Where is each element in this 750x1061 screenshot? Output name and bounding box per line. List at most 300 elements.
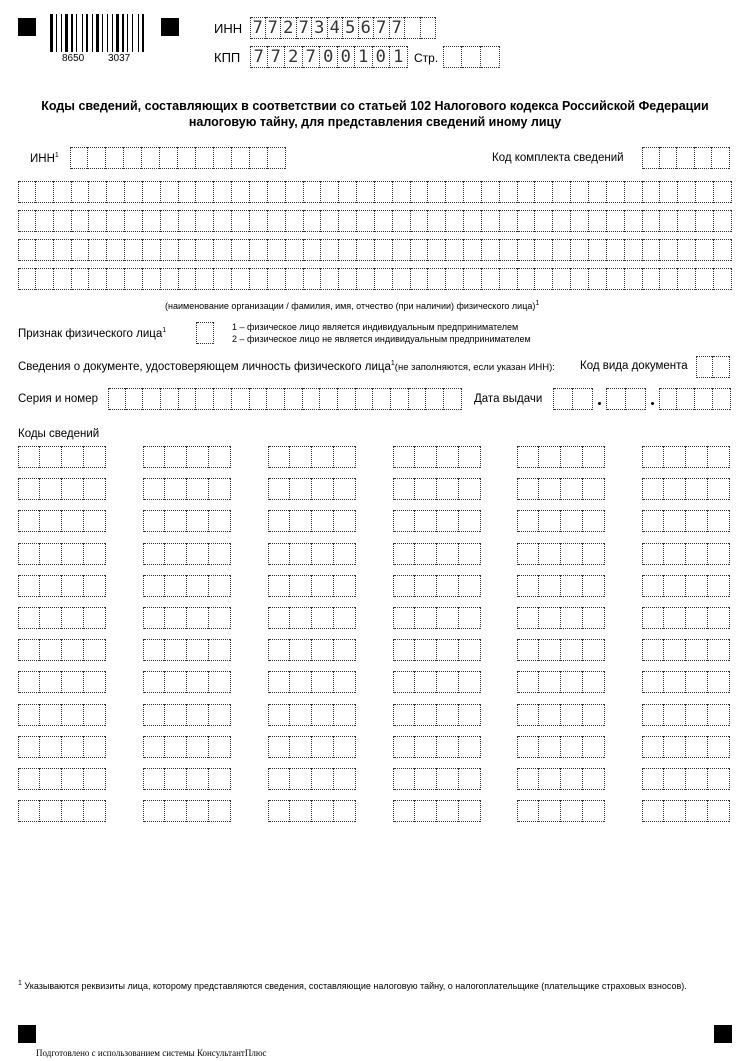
- inn-grid[interactable]: [70, 147, 286, 169]
- doc-type-grid[interactable]: [696, 356, 730, 378]
- code-field[interactable]: [268, 768, 356, 790]
- form-cell[interactable]: [161, 181, 179, 203]
- form-cell[interactable]: [589, 210, 607, 232]
- code-field[interactable]: [393, 510, 481, 532]
- code-field[interactable]: [268, 736, 356, 758]
- code-field[interactable]: [268, 704, 356, 726]
- form-cell[interactable]: [642, 736, 664, 758]
- form-cell[interactable]: [290, 478, 312, 500]
- code-field[interactable]: [143, 543, 231, 565]
- form-cell[interactable]: [518, 268, 536, 290]
- form-cell[interactable]: [659, 388, 677, 410]
- page-number-grid[interactable]: [443, 46, 500, 68]
- form-cell[interactable]: [393, 800, 415, 822]
- form-cell[interactable]: [84, 543, 106, 565]
- form-cell[interactable]: [165, 768, 187, 790]
- form-cell[interactable]: [18, 478, 40, 500]
- form-cell[interactable]: [517, 543, 539, 565]
- form-cell[interactable]: [583, 478, 605, 500]
- form-cell[interactable]: [18, 446, 40, 468]
- form-cell[interactable]: [583, 510, 605, 532]
- form-cell[interactable]: [165, 671, 187, 693]
- form-cell[interactable]: [334, 446, 356, 468]
- form-cell[interactable]: [583, 768, 605, 790]
- form-cell[interactable]: [561, 607, 583, 629]
- form-cell[interactable]: [72, 181, 90, 203]
- form-cell[interactable]: [214, 181, 232, 203]
- form-cell[interactable]: [232, 268, 250, 290]
- form-cell[interactable]: [18, 607, 40, 629]
- form-cell[interactable]: [209, 543, 231, 565]
- form-cell[interactable]: [708, 639, 730, 661]
- form-cell[interactable]: [393, 510, 415, 532]
- form-cell[interactable]: [539, 575, 561, 597]
- form-cell[interactable]: [290, 510, 312, 532]
- form-cell[interactable]: [583, 446, 605, 468]
- form-cell[interactable]: [393, 575, 415, 597]
- code-field[interactable]: [642, 478, 730, 500]
- form-cell[interactable]: [539, 607, 561, 629]
- form-cell[interactable]: [643, 210, 661, 232]
- form-cell[interactable]: [464, 181, 482, 203]
- form-cell[interactable]: [686, 639, 708, 661]
- code-field[interactable]: [18, 575, 106, 597]
- form-cell[interactable]: [165, 607, 187, 629]
- form-cell[interactable]: [415, 510, 437, 532]
- code-field[interactable]: [268, 478, 356, 500]
- form-cell[interactable]: [187, 510, 209, 532]
- form-cell[interactable]: [357, 239, 375, 261]
- form-cell[interactable]: [411, 268, 429, 290]
- form-cell[interactable]: [713, 388, 731, 410]
- form-cell[interactable]: [686, 543, 708, 565]
- form-cell[interactable]: [571, 210, 589, 232]
- form-cell[interactable]: [196, 388, 214, 410]
- form-cell[interactable]: [444, 388, 462, 410]
- form-cell[interactable]: [285, 388, 303, 410]
- form-cell[interactable]: [187, 704, 209, 726]
- form-cell[interactable]: [686, 768, 708, 790]
- form-cell[interactable]: [415, 478, 437, 500]
- issue-month-grid[interactable]: [606, 388, 646, 410]
- form-cell[interactable]: [179, 239, 197, 261]
- code-field[interactable]: [18, 639, 106, 661]
- form-cell[interactable]: [125, 181, 143, 203]
- form-cell[interactable]: [70, 147, 88, 169]
- form-cell[interactable]: [338, 46, 356, 68]
- form-cell[interactable]: [187, 543, 209, 565]
- form-cell[interactable]: [393, 704, 415, 726]
- header-inn-grid[interactable]: [250, 17, 436, 39]
- form-cell[interactable]: [607, 210, 625, 232]
- form-cell[interactable]: [642, 768, 664, 790]
- form-cell[interactable]: [517, 607, 539, 629]
- form-cell[interactable]: [143, 607, 165, 629]
- form-cell[interactable]: [428, 239, 446, 261]
- form-cell[interactable]: [18, 639, 40, 661]
- form-cell[interactable]: [209, 671, 231, 693]
- code-field[interactable]: [517, 736, 605, 758]
- code-field[interactable]: [143, 800, 231, 822]
- form-cell[interactable]: [390, 46, 408, 68]
- form-cell[interactable]: [539, 800, 561, 822]
- form-cell[interactable]: [40, 446, 62, 468]
- form-cell[interactable]: [290, 575, 312, 597]
- form-cell[interactable]: [40, 510, 62, 532]
- form-cell[interactable]: [107, 239, 125, 261]
- code-field[interactable]: [393, 671, 481, 693]
- form-cell[interactable]: [561, 736, 583, 758]
- code-field[interactable]: [143, 671, 231, 693]
- form-cell[interactable]: [517, 671, 539, 693]
- form-cell[interactable]: [304, 268, 322, 290]
- form-cell[interactable]: [165, 704, 187, 726]
- form-cell[interactable]: [312, 800, 334, 822]
- form-cell[interactable]: [250, 46, 268, 68]
- form-cell[interactable]: [334, 800, 356, 822]
- form-cell[interactable]: [54, 210, 72, 232]
- code-field[interactable]: [393, 800, 481, 822]
- form-cell[interactable]: [89, 181, 107, 203]
- form-cell[interactable]: [561, 510, 583, 532]
- form-cell[interactable]: [187, 575, 209, 597]
- form-cell[interactable]: [108, 388, 126, 410]
- code-field[interactable]: [268, 543, 356, 565]
- form-cell[interactable]: [40, 478, 62, 500]
- form-cell[interactable]: [187, 800, 209, 822]
- form-cell[interactable]: [268, 639, 290, 661]
- code-field[interactable]: [268, 446, 356, 468]
- form-cell[interactable]: [437, 671, 459, 693]
- code-field[interactable]: [143, 575, 231, 597]
- form-cell[interactable]: [607, 239, 625, 261]
- form-cell[interactable]: [268, 510, 290, 532]
- form-cell[interactable]: [266, 17, 282, 39]
- form-cell[interactable]: [84, 510, 106, 532]
- form-cell[interactable]: [312, 543, 334, 565]
- series-grid[interactable]: [108, 388, 462, 410]
- form-cell[interactable]: [686, 478, 708, 500]
- form-cell[interactable]: [62, 736, 84, 758]
- code-field[interactable]: [393, 704, 481, 726]
- form-cell[interactable]: [459, 671, 481, 693]
- code-field[interactable]: [517, 478, 605, 500]
- form-cell[interactable]: [268, 46, 286, 68]
- form-cell[interactable]: [36, 239, 54, 261]
- form-cell[interactable]: [84, 768, 106, 790]
- form-cell[interactable]: [343, 17, 359, 39]
- form-cell[interactable]: [642, 446, 664, 468]
- form-cell[interactable]: [573, 388, 593, 410]
- code-field[interactable]: [143, 510, 231, 532]
- form-cell[interactable]: [359, 17, 375, 39]
- form-cell[interactable]: [161, 388, 179, 410]
- form-cell[interactable]: [268, 575, 290, 597]
- form-cell[interactable]: [459, 543, 481, 565]
- form-cell[interactable]: [625, 181, 643, 203]
- form-cell[interactable]: [268, 239, 286, 261]
- form-cell[interactable]: [356, 388, 374, 410]
- form-cell[interactable]: [36, 268, 54, 290]
- form-cell[interactable]: [303, 388, 321, 410]
- form-cell[interactable]: [664, 543, 686, 565]
- code-field[interactable]: [268, 510, 356, 532]
- form-cell[interactable]: [373, 46, 391, 68]
- code-field[interactable]: [18, 607, 106, 629]
- form-cell[interactable]: [40, 800, 62, 822]
- form-cell[interactable]: [695, 147, 713, 169]
- form-cell[interactable]: [642, 607, 664, 629]
- form-cell[interactable]: [187, 671, 209, 693]
- form-cell[interactable]: [411, 239, 429, 261]
- form-cell[interactable]: [553, 239, 571, 261]
- form-cell[interactable]: [583, 639, 605, 661]
- issue-year-grid[interactable]: [659, 388, 731, 410]
- code-field[interactable]: [642, 543, 730, 565]
- form-cell[interactable]: [165, 510, 187, 532]
- form-cell[interactable]: [714, 210, 732, 232]
- form-cell[interactable]: [607, 268, 625, 290]
- form-cell[interactable]: [214, 388, 232, 410]
- form-cell[interactable]: [196, 181, 214, 203]
- form-cell[interactable]: [415, 575, 437, 597]
- form-cell[interactable]: [708, 478, 730, 500]
- form-cell[interactable]: [187, 768, 209, 790]
- form-cell[interactable]: [664, 607, 686, 629]
- form-cell[interactable]: [54, 268, 72, 290]
- form-cell[interactable]: [642, 543, 664, 565]
- form-cell[interactable]: [62, 478, 84, 500]
- form-cell[interactable]: [165, 446, 187, 468]
- form-cell[interactable]: [421, 17, 437, 39]
- form-cell[interactable]: [446, 239, 464, 261]
- form-cell[interactable]: [583, 607, 605, 629]
- form-cell[interactable]: [437, 575, 459, 597]
- form-cell[interactable]: [583, 800, 605, 822]
- code-field[interactable]: [268, 575, 356, 597]
- form-cell[interactable]: [642, 510, 664, 532]
- form-cell[interactable]: [415, 671, 437, 693]
- form-cell[interactable]: [179, 210, 197, 232]
- form-cell[interactable]: [708, 671, 730, 693]
- form-cell[interactable]: [517, 446, 539, 468]
- form-cell[interactable]: [462, 46, 481, 68]
- form-cell[interactable]: [625, 210, 643, 232]
- form-cell[interactable]: [589, 268, 607, 290]
- code-field[interactable]: [642, 446, 730, 468]
- code-field[interactable]: [18, 446, 106, 468]
- form-cell[interactable]: [209, 736, 231, 758]
- form-cell[interactable]: [642, 800, 664, 822]
- header-kpp-grid[interactable]: [250, 46, 408, 68]
- code-field[interactable]: [143, 446, 231, 468]
- form-cell[interactable]: [165, 575, 187, 597]
- code-field[interactable]: [642, 575, 730, 597]
- form-cell[interactable]: [415, 543, 437, 565]
- code-field[interactable]: [642, 800, 730, 822]
- form-cell[interactable]: [583, 575, 605, 597]
- form-cell[interactable]: [84, 671, 106, 693]
- form-cell[interactable]: [18, 671, 40, 693]
- form-cell[interactable]: [312, 17, 328, 39]
- form-cell[interactable]: [539, 671, 561, 693]
- form-cell[interactable]: [606, 388, 626, 410]
- code-field[interactable]: [18, 736, 106, 758]
- form-cell[interactable]: [40, 575, 62, 597]
- form-cell[interactable]: [54, 181, 72, 203]
- form-cell[interactable]: [375, 181, 393, 203]
- form-cell[interactable]: [312, 768, 334, 790]
- form-cell[interactable]: [143, 239, 161, 261]
- form-cell[interactable]: [290, 639, 312, 661]
- form-cell[interactable]: [250, 147, 268, 169]
- form-cell[interactable]: [143, 543, 165, 565]
- form-cell[interactable]: [334, 478, 356, 500]
- form-cell[interactable]: [571, 181, 589, 203]
- form-cell[interactable]: [664, 768, 686, 790]
- individual-sign-cell[interactable]: [196, 322, 214, 344]
- form-cell[interactable]: [268, 543, 290, 565]
- form-cell[interactable]: [312, 671, 334, 693]
- form-cell[interactable]: [290, 704, 312, 726]
- code-field[interactable]: [642, 607, 730, 629]
- form-cell[interactable]: [518, 239, 536, 261]
- form-cell[interactable]: [553, 210, 571, 232]
- form-cell[interactable]: [539, 639, 561, 661]
- form-cell[interactable]: [375, 268, 393, 290]
- form-cell[interactable]: [664, 671, 686, 693]
- form-cell[interactable]: [660, 181, 678, 203]
- form-cell[interactable]: [482, 268, 500, 290]
- form-cell[interactable]: [84, 575, 106, 597]
- code-field[interactable]: [642, 671, 730, 693]
- form-cell[interactable]: [339, 210, 357, 232]
- form-cell[interactable]: [209, 575, 231, 597]
- form-cell[interactable]: [84, 478, 106, 500]
- code-field[interactable]: [143, 478, 231, 500]
- form-cell[interactable]: [642, 147, 660, 169]
- form-cell[interactable]: [165, 800, 187, 822]
- form-cell[interactable]: [165, 543, 187, 565]
- form-cell[interactable]: [446, 268, 464, 290]
- form-cell[interactable]: [481, 46, 500, 68]
- form-cell[interactable]: [209, 446, 231, 468]
- form-cell[interactable]: [583, 704, 605, 726]
- form-cell[interactable]: [250, 181, 268, 203]
- form-cell[interactable]: [334, 639, 356, 661]
- code-field[interactable]: [18, 768, 106, 790]
- form-cell[interactable]: [428, 181, 446, 203]
- form-cell[interactable]: [446, 181, 464, 203]
- form-cell[interactable]: [334, 704, 356, 726]
- form-cell[interactable]: [196, 147, 214, 169]
- form-cell[interactable]: [18, 704, 40, 726]
- form-cell[interactable]: [312, 639, 334, 661]
- code-field[interactable]: [18, 478, 106, 500]
- form-cell[interactable]: [89, 239, 107, 261]
- form-cell[interactable]: [268, 800, 290, 822]
- form-cell[interactable]: [459, 607, 481, 629]
- form-cell[interactable]: [390, 17, 406, 39]
- form-cell[interactable]: [437, 704, 459, 726]
- form-cell[interactable]: [539, 510, 561, 532]
- form-cell[interactable]: [143, 388, 161, 410]
- form-cell[interactable]: [320, 46, 338, 68]
- form-cell[interactable]: [517, 575, 539, 597]
- form-cell[interactable]: [54, 239, 72, 261]
- form-cell[interactable]: [678, 210, 696, 232]
- form-cell[interactable]: [583, 543, 605, 565]
- form-cell[interactable]: [561, 478, 583, 500]
- form-cell[interactable]: [714, 268, 732, 290]
- form-cell[interactable]: [539, 543, 561, 565]
- form-cell[interactable]: [393, 268, 411, 290]
- form-cell[interactable]: [535, 268, 553, 290]
- form-cell[interactable]: [437, 607, 459, 629]
- form-cell[interactable]: [187, 607, 209, 629]
- form-cell[interactable]: [561, 704, 583, 726]
- form-cell[interactable]: [686, 446, 708, 468]
- form-cell[interactable]: [125, 210, 143, 232]
- form-cell[interactable]: [250, 388, 268, 410]
- form-cell[interactable]: [161, 239, 179, 261]
- form-cell[interactable]: [165, 478, 187, 500]
- form-cell[interactable]: [561, 671, 583, 693]
- form-cell[interactable]: [393, 239, 411, 261]
- form-cell[interactable]: [393, 210, 411, 232]
- code-field[interactable]: [393, 639, 481, 661]
- form-cell[interactable]: [268, 478, 290, 500]
- form-cell[interactable]: [161, 210, 179, 232]
- form-cell[interactable]: [18, 239, 36, 261]
- form-cell[interactable]: [40, 543, 62, 565]
- form-cell[interactable]: [267, 388, 285, 410]
- form-cell[interactable]: [18, 575, 40, 597]
- form-cell[interactable]: [625, 268, 643, 290]
- form-cell[interactable]: [583, 736, 605, 758]
- form-cell[interactable]: [18, 268, 36, 290]
- form-cell[interactable]: [459, 575, 481, 597]
- form-cell[interactable]: [125, 268, 143, 290]
- form-cell[interactable]: [535, 181, 553, 203]
- code-field[interactable]: [642, 768, 730, 790]
- form-cell[interactable]: [437, 446, 459, 468]
- form-cell[interactable]: [482, 239, 500, 261]
- form-cell[interactable]: [36, 210, 54, 232]
- form-cell[interactable]: [517, 768, 539, 790]
- form-cell[interactable]: [304, 181, 322, 203]
- form-cell[interactable]: [678, 239, 696, 261]
- form-cell[interactable]: [143, 510, 165, 532]
- form-cell[interactable]: [312, 510, 334, 532]
- form-cell[interactable]: [437, 543, 459, 565]
- form-cell[interactable]: [415, 704, 437, 726]
- form-cell[interactable]: [625, 239, 643, 261]
- form-cell[interactable]: [187, 478, 209, 500]
- form-cell[interactable]: [84, 607, 106, 629]
- form-cell[interactable]: [357, 210, 375, 232]
- form-cell[interactable]: [268, 268, 286, 290]
- form-cell[interactable]: [437, 639, 459, 661]
- form-cell[interactable]: [415, 800, 437, 822]
- form-cell[interactable]: [437, 510, 459, 532]
- form-cell[interactable]: [518, 210, 536, 232]
- form-cell[interactable]: [393, 607, 415, 629]
- form-cell[interactable]: [393, 671, 415, 693]
- form-cell[interactable]: [664, 446, 686, 468]
- form-cell[interactable]: [187, 639, 209, 661]
- form-cell[interactable]: [539, 478, 561, 500]
